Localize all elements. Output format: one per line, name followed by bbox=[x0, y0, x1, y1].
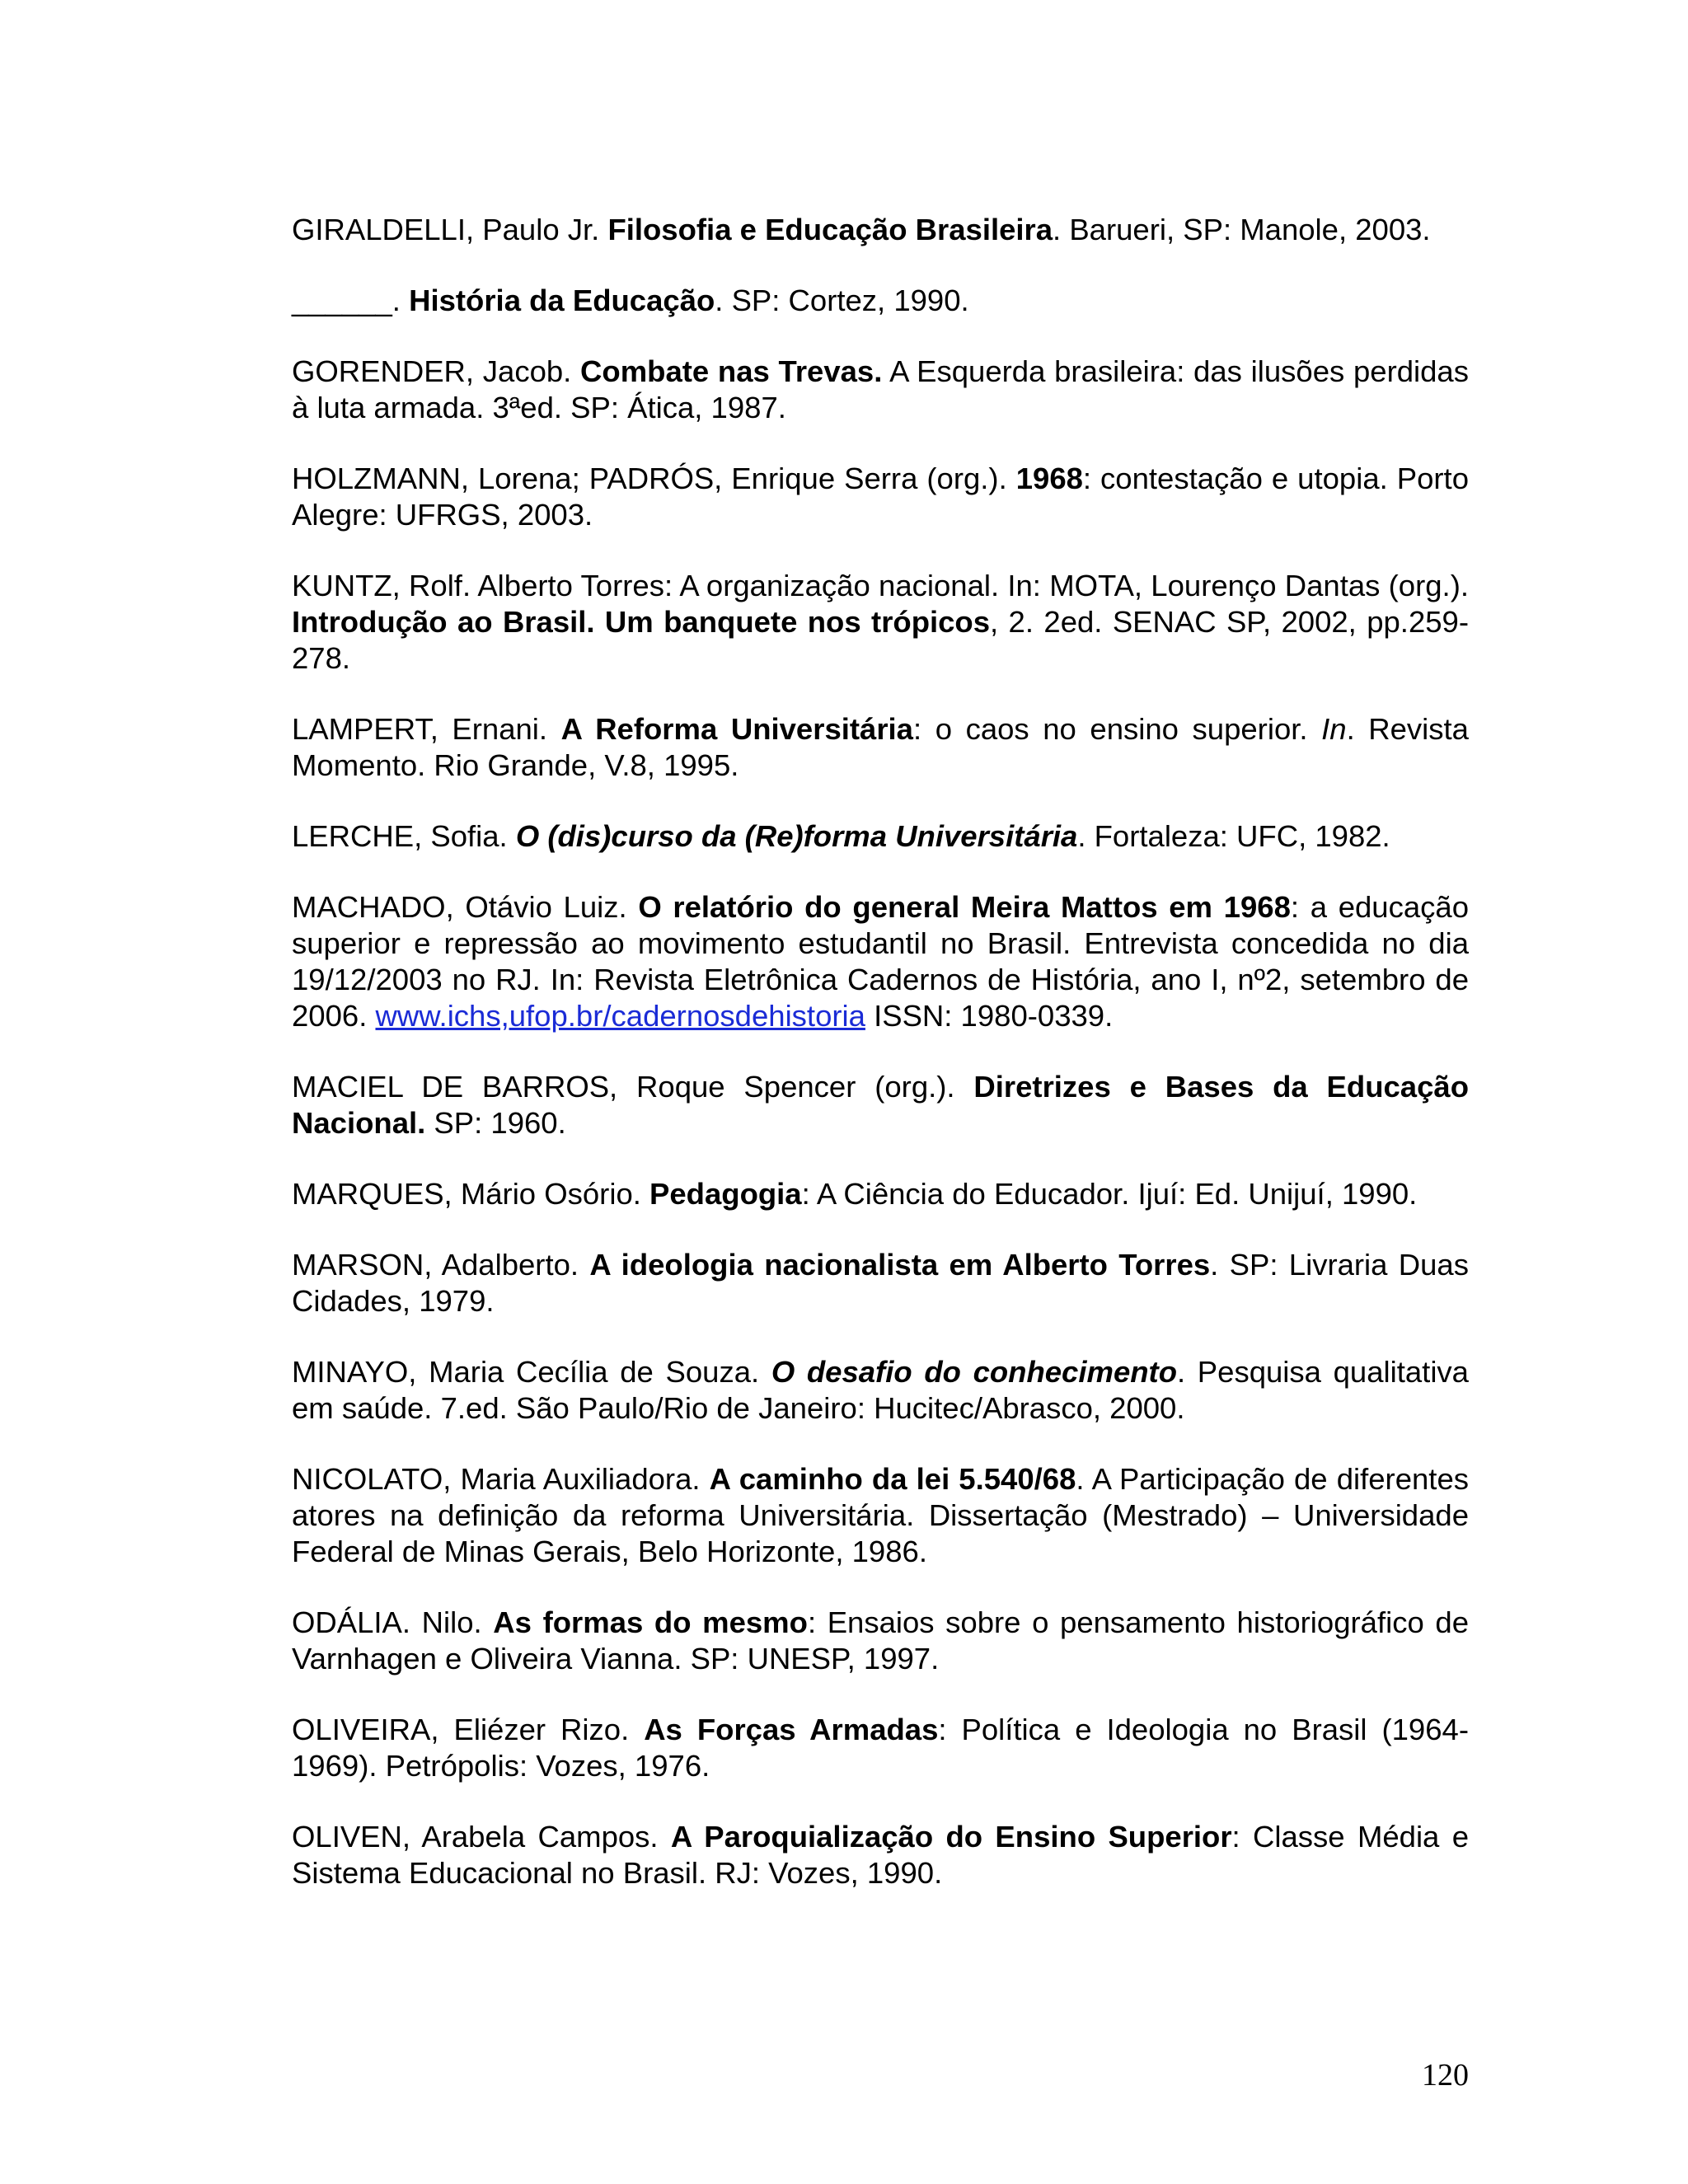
reference-title: Combate nas Trevas. bbox=[580, 354, 883, 388]
reference-title: A Reforma Universitária bbox=[560, 712, 913, 746]
reference-link[interactable]: www.ichs,ufop.br/cadernosdehistoria bbox=[375, 999, 865, 1033]
reference-entry-nicolato bbox=[292, 1461, 1469, 1570]
reference-text: ODÁLIA. Nilo. bbox=[292, 1605, 494, 1639]
reference-text: : Ensaios sobre o pensamento historiográfico de Varnhagen e Oliveira Vianna. SP: UNESP, 1997. bbox=[292, 1605, 1469, 1675]
reference-entry-holzmann bbox=[292, 461, 1469, 533]
reference-text: ______. bbox=[292, 284, 410, 317]
reference-title: Diretrizes e Bases da Educação Nacional. bbox=[292, 1070, 1469, 1140]
reference-title bbox=[771, 1355, 1177, 1389]
reference-text: GORENDER, Jacob. bbox=[292, 354, 581, 388]
page-number: 120 bbox=[1422, 2058, 1469, 2093]
reference-text: . SP: Livraria Duas Cidades, 1979. bbox=[292, 1248, 1469, 1318]
reference-entry-giraldelli-1 bbox=[292, 212, 1469, 248]
reference-italic-text: In bbox=[1321, 712, 1347, 746]
reference-text: : Política e Ideologia no Brasil (1964-1969). Petrópolis: Vozes, 1976. bbox=[292, 1713, 1469, 1783]
reference-entry-lampert bbox=[292, 711, 1469, 784]
reference-entry-marques bbox=[292, 1176, 1469, 1212]
reference-title-bold-italic: O (dis)curso da (Re)forma Universitária bbox=[515, 819, 1078, 853]
reference-entry-machado bbox=[292, 889, 1469, 1034]
reference-text: ISSN: 1980-0339. bbox=[865, 999, 1114, 1033]
reference-entry-marson bbox=[292, 1247, 1469, 1319]
reference-entry-oliveira bbox=[292, 1712, 1469, 1784]
reference-text: : o caos no ensino superior. bbox=[912, 712, 1322, 746]
reference-title: As Forças Armadas bbox=[644, 1713, 939, 1746]
reference-title: Pedagogia bbox=[649, 1177, 802, 1211]
reference-text: HOLZMANN, Lorena; PADRÓS, Enrique Serra (org.). bbox=[292, 462, 1016, 495]
reference-text: : contestação e utopia. Porto Alegre: UFRGS, 2003. bbox=[292, 462, 1470, 532]
reference-text: MACIEL DE BARROS, Roque Spencer (org.). bbox=[292, 1070, 974, 1104]
reference-text: MACHADO, Otávio Luiz. bbox=[292, 890, 639, 924]
reference-title: A Paroquialização do Ensino Superior bbox=[670, 1820, 1232, 1854]
reference-title: A caminho da lei 5.540/68 bbox=[709, 1462, 1076, 1496]
reference-text: : Classe Média e Sistema Educacional no Brasil. RJ: Vozes, 1990. bbox=[292, 1820, 1469, 1890]
reference-text: . A Participação de diferentes atores na definição da reforma Universitária. Dissertação (Mestrado) – Universidade Federal de Minas Gerais, Belo Horizonte, 1986. bbox=[292, 1462, 1470, 1568]
reference-title: Filosofia e Educação Brasileira bbox=[607, 213, 1053, 246]
reference-text: . Revista Momento. Rio Grande, V.8, 1995. bbox=[292, 712, 1469, 782]
reference-entry-odalia bbox=[292, 1605, 1469, 1677]
reference-title bbox=[516, 819, 1078, 853]
reference-title: A ideologia nacionalista em Alberto Torres bbox=[589, 1248, 1211, 1282]
reference-text: , 2. 2ed. SENAC SP, 2002, pp.259-278. bbox=[292, 605, 1470, 675]
reference-entry-oliven bbox=[292, 1819, 1469, 1891]
bibliography-list bbox=[292, 212, 1469, 1926]
reference-text: MINAYO, Maria Cecília de Souza. bbox=[292, 1355, 771, 1389]
reference-title: Introdução ao Brasil. Um banquete nos trópicos bbox=[292, 605, 991, 639]
reference-text: : A Ciência do Educador. Ijuí: Ed. Unijuí, 1990. bbox=[801, 1177, 1418, 1211]
reference-text: MARSON, Adalberto. bbox=[292, 1248, 590, 1282]
reference-text: OLIVEIRA, Eliézer Rizo. bbox=[292, 1713, 645, 1746]
reference-text: . SP: Cortez, 1990. bbox=[715, 284, 969, 317]
reference-entry-minayo bbox=[292, 1354, 1469, 1427]
reference-entry-kuntz bbox=[292, 568, 1469, 677]
reference-text: OLIVEN, Arabela Campos. bbox=[292, 1820, 671, 1854]
reference-title: História da Educação bbox=[409, 284, 715, 317]
reference-text: : a educação superior e repressão ao movimento estudantil no Brasil. Entrevista concedida no dia 19/12/2003 no RJ. In: Revista Eletrônica Cadernos de História, ano I, nº2, setembro de 2006. bbox=[292, 890, 1469, 1033]
reference-text: GIRALDELLI, Paulo Jr. bbox=[292, 213, 608, 246]
reference-title: 1968 bbox=[1015, 462, 1083, 495]
reference-text: NICOLATO, Maria Auxiliadora. bbox=[292, 1462, 710, 1496]
reference-text: KUNTZ, Rolf. Alberto Torres: A organização nacional. In: MOTA, Lourenço Dantas (org.). bbox=[292, 569, 1469, 602]
reference-text: LERCHE, Sofia. bbox=[292, 819, 516, 853]
reference-text: . Barueri, SP: Manole, 2003. bbox=[1053, 213, 1431, 246]
reference-text: . Fortaleza: UFC, 1982. bbox=[1077, 819, 1390, 853]
reference-title: As formas do mesmo bbox=[493, 1605, 808, 1639]
reference-title: O relatório do general Meira Mattos em 1968 bbox=[638, 890, 1291, 924]
reference-text: A Esquerda brasileira: das ilusões perdidas à luta armada. 3ªed. SP: Ática, 1987. bbox=[292, 354, 1469, 424]
reference-text: MARQUES, Mário Osório. bbox=[292, 1177, 650, 1211]
reference-text: SP: 1960. bbox=[425, 1106, 566, 1140]
reference-text: LAMPERT, Ernani. bbox=[292, 712, 561, 746]
reference-entry-maciel bbox=[292, 1069, 1469, 1141]
reference-entry-gorender bbox=[292, 354, 1469, 426]
reference-title-bold-italic: O desafio do conhecimento bbox=[771, 1355, 1177, 1389]
reference-entry-giraldelli-2 bbox=[292, 283, 1469, 319]
reference-entry-lerche bbox=[292, 818, 1469, 855]
reference-text: . Pesquisa qualitativa em saúde. 7.ed. São Paulo/Rio de Janeiro: Hucitec/Abrasco, 2000. bbox=[292, 1355, 1469, 1425]
